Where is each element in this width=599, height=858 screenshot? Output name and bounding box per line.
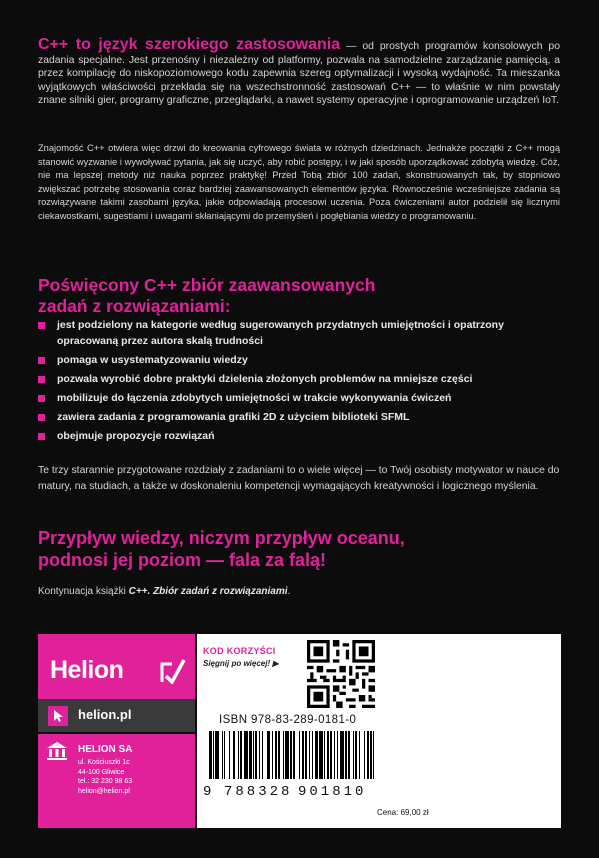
publisher-name: HELION SA <box>78 744 133 755</box>
features-list <box>36 318 536 448</box>
publisher-logo-box <box>38 634 195 699</box>
barcode-group-1: 788328 <box>224 784 293 800</box>
bullet-square-icon <box>38 414 45 421</box>
promo-link[interactable]: Sięgnij po więcej! ▶ <box>203 659 279 668</box>
bullet-square-icon <box>38 395 45 402</box>
qr-code-icon[interactable] <box>307 640 375 708</box>
building-icon <box>46 741 68 761</box>
body-paragraph-2: Znajomość C++ otwiera więc drzwi do kreowania cyfrowego świata w różnych dziedzinach. Jednakże początki z C++ mogą stanowić wyzwanie i wywoływać pytania, jak się uczyć, aby robić postępy, i w jaki sposób uporządkować zdobytą wiedzę. Cóż, nie ma lepszej metody niż nauka poprzez praktykę! Przed Tobą zbiór 100 zadań, skonstruowanych tak, by stopniowo zwiększać potrzebę stosowania coraz bardziej zaawansowanych elementów języka. Równocześnie wcześniejsze zadania są rozwiązywane takimi zasobami języka, jakie odpowiadają procesowi uczenia. Poza ćwiczeniami autor podzielił się licznymi ciekawostkami, sugestiami i uwagami skłaniającymi do przemyśleń i pogłębiania wiedzy o programowaniu. <box>38 143 560 221</box>
bullet-square-icon <box>38 433 45 440</box>
bullet-square-icon <box>38 357 45 364</box>
list-item: zawiera zadania z programowania grafiki 2D z użyciem biblioteki SFML <box>36 410 536 426</box>
bullet-square-icon <box>38 376 45 383</box>
list-item: pozwala wyrobić dobre praktyki dzielenia złożonych problemów na mniejsze części <box>36 372 536 388</box>
cursor-icon <box>48 706 68 726</box>
slogan-line1: Przypływ wiedzy, niczym przypływ oceanu, <box>38 528 405 548</box>
website-row[interactable] <box>38 699 195 732</box>
intro-paragraph <box>38 38 560 108</box>
list-item: mobilizuje do łączenia zdobytych umiejętności w trakcie wykonywania ćwiczeń <box>36 391 536 407</box>
body-paragraph-3: Te trzy starannie przygotowane rozdziały z zadaniami to o wiele więcej — to Twój osobisty motywator w nauce do matury, na studiach, a także w doskonaleniu kompetencji wymagających kreatywności i logicznego myślenia. <box>38 465 560 492</box>
helion-logo: Helion <box>50 656 124 684</box>
list-item: obejmuje propozycje rozwiązań <box>36 429 536 445</box>
intro-lead: C++ to język szerokiego zastosowania <box>38 36 341 53</box>
barcode-icon <box>209 731 389 779</box>
intro-rest: — od prostych programów konsolowych po zadania specjalne. Jest przenośny i niezależny od platformy, pozwala na samodzielne zarządzanie pamięcią, a przez kompilację do niskopoziomowego kodu zapewnia szereg optymalizacji i wysoką wydajność. Ta mieszanka wyjątkowych właściwości przekłada się na wszechstronność zastosowań C++ — to właśnie w nim powstały znane silniki gier, programy graficzne, przeglądarki, a nawet systemy operacyjne i oprogramowanie urządzeń IoT. <box>38 41 560 107</box>
continuation-book-title: C++. Zbiór zadań z rozwiązaniami <box>128 586 288 597</box>
publisher-address: ul. Kościuszki 1c 44-100 Gliwice tel.: 32 230 98 63 helion@helion.pl <box>78 759 133 795</box>
helion-logo-icon <box>160 658 186 684</box>
features-heading-line1: Poświęcony C++ zbiór zaawansowanych <box>38 275 376 295</box>
barcode-first-digit: 9 <box>203 784 212 800</box>
address-box <box>38 734 195 828</box>
slogan <box>38 527 405 571</box>
bullet-square-icon <box>38 322 45 329</box>
promo-title: KOD KORZYŚCI <box>203 646 276 656</box>
list-item: pomaga w usystematyzowaniu wiedzy <box>36 353 536 369</box>
isbn-label: ISBN 978-83-289-0181-0 <box>219 714 357 726</box>
barcode-group-2: 901810 <box>298 784 367 800</box>
list-item: jest podzielony na kategorie według sugerowanych przydatnych umiejętności i opatrzony opracowaną przez autora skalą trudności <box>36 318 536 350</box>
website-link[interactable]: helion.pl <box>78 707 132 722</box>
slogan-line2: podnosi jej poziom — fala za falą! <box>38 550 327 570</box>
continuation-note: Kontynuacja książki C++. Zbiór zadań z rozwiązaniami. <box>38 586 291 597</box>
price-label: Cena: 69,00 zł <box>377 808 429 817</box>
features-heading-line2: zadań z rozwiązaniami: <box>38 296 231 316</box>
features-heading <box>38 275 375 317</box>
